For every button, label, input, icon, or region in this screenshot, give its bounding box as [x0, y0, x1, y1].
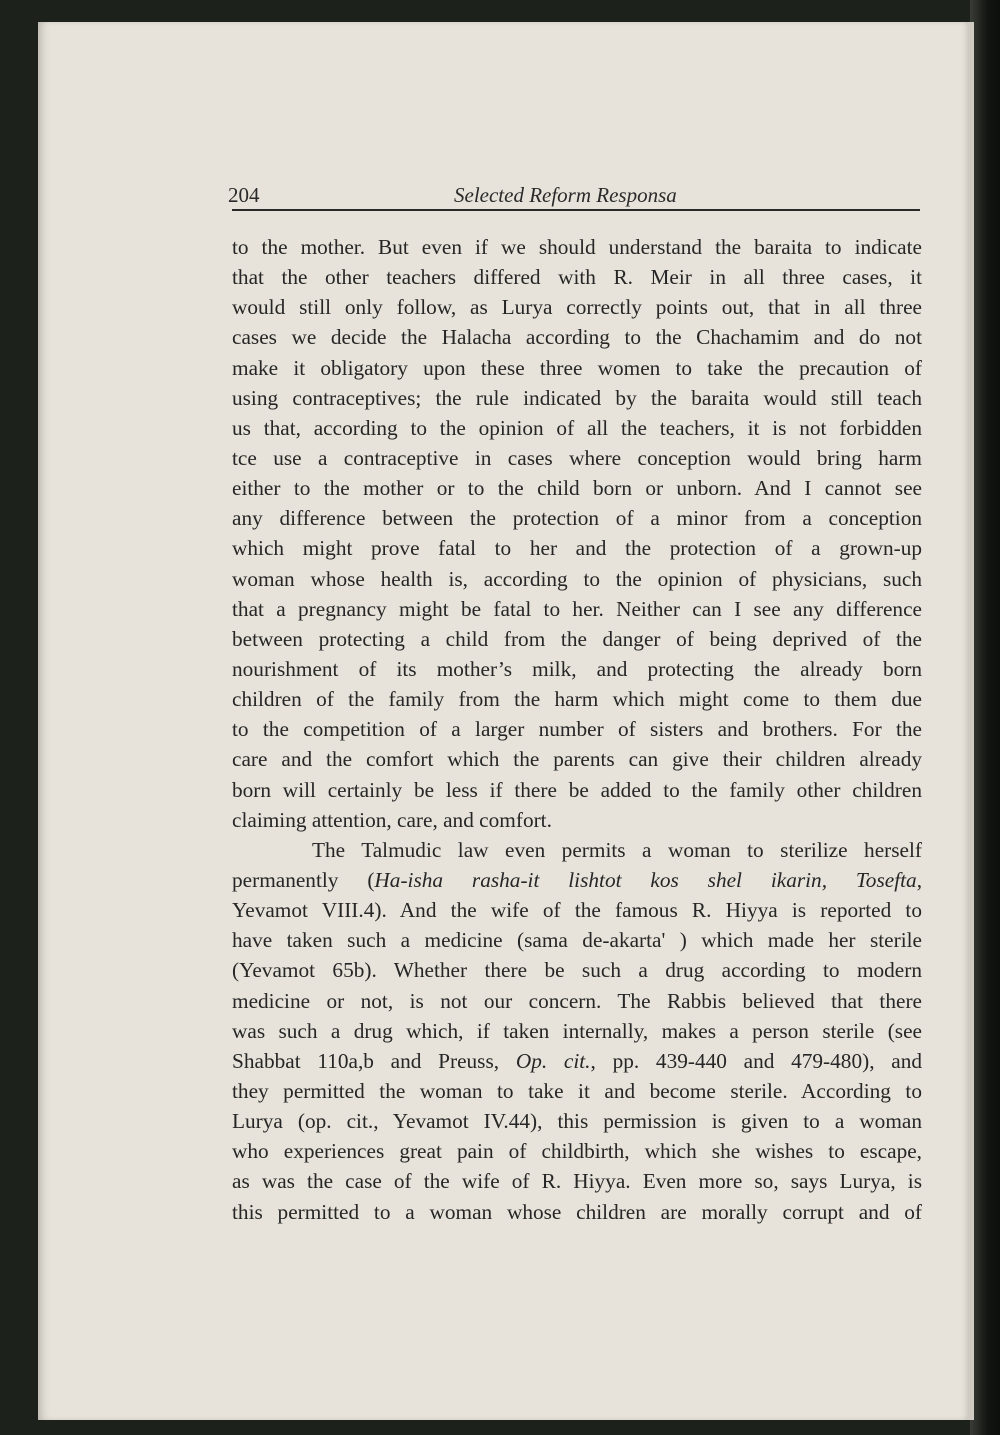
text-line	[232, 1166, 922, 1196]
text-line	[232, 925, 922, 955]
text: (Yevamot 65b). Whether there be such a drug according to modern	[232, 958, 922, 983]
text: who experiences great pain of childbirth, which she wishes to escape,	[232, 1139, 922, 1164]
text: was such a drug which, if taken internally, makes a person sterile (see	[232, 1018, 922, 1043]
text: Yevamot VIII.4). And the wife of the famous R. Hiyya is reported to	[232, 898, 922, 923]
text-line	[232, 533, 922, 563]
text: children of the family from the harm which might come to them due	[232, 687, 922, 712]
text-line	[232, 744, 922, 774]
text-line	[232, 564, 922, 594]
running-head-title: Selected Reform Responsa	[454, 183, 677, 207]
text: Shabbat 110a,b and Preuss,	[232, 1048, 516, 1073]
page-edge	[968, 22, 974, 1420]
text-line	[232, 895, 922, 925]
text: that the other teachers differed with R. Meir in all three cases, it	[232, 265, 922, 290]
text-line	[232, 473, 922, 503]
text-line	[232, 986, 922, 1016]
text: woman whose health is, according to the opinion of physicians, such	[232, 566, 922, 591]
text-line	[232, 1076, 922, 1106]
text-line	[232, 292, 922, 322]
text: ,	[916, 867, 923, 892]
text: using contraceptives; the rule indicated by the baraita would still teach	[232, 385, 922, 410]
text-line	[232, 322, 922, 352]
text: that a pregnancy might be fatal to her. Neither can I see any difference	[232, 596, 922, 621]
text-line	[232, 1136, 922, 1166]
text-line	[232, 624, 922, 654]
text-line	[232, 353, 922, 383]
text: any difference between the protection of a minor from a conception	[232, 506, 922, 531]
text-line	[232, 1046, 922, 1076]
text: nourishment of its mother’s milk, and protecting the already born	[232, 656, 922, 681]
text-line	[232, 383, 922, 413]
text: this permitted to a woman whose children are morally corrupt and of	[232, 1199, 922, 1224]
paragraph	[232, 835, 922, 1227]
text: care and the comfort which the parents can give their children already	[232, 747, 922, 772]
text: Lurya (op. cit., Yevamot IV.44), this permission is given to a woman	[232, 1109, 922, 1134]
text-line	[232, 594, 922, 624]
page-number: 204	[228, 183, 260, 207]
text: permanently (	[232, 867, 375, 892]
text-line	[232, 684, 922, 714]
text: medicine or not, is not our concern. The Rabbis believed that there	[232, 988, 922, 1013]
text: born will certainly be less if there be added to the family other children	[232, 777, 922, 802]
text: cases we decide the Halacha according to the Chachamim and do not	[232, 325, 922, 350]
text: to the competition of a larger number of sisters and brothers. For the	[232, 717, 922, 742]
paragraph	[232, 232, 922, 835]
text: The Talmudic law even permits a woman to sterilize herself	[312, 837, 922, 862]
text-line	[232, 805, 922, 835]
text-line	[232, 775, 922, 805]
text: between protecting a child from the danger of being deprived of the	[232, 626, 922, 651]
text: have taken such a medicine (sama de-akarta' ) which made her sterile	[232, 928, 922, 953]
text-line	[232, 835, 922, 865]
text-line	[232, 503, 922, 533]
text-line	[232, 1197, 922, 1227]
text-line	[232, 714, 922, 744]
text-line	[232, 1106, 922, 1136]
text: which might prove fatal to her and the protection of a grown-up	[232, 536, 922, 561]
italic-text: Ha-isha rasha-it lishtot kos shel ikarin, Tosefta	[374, 867, 917, 892]
text-line	[232, 443, 922, 473]
text-line	[232, 1016, 922, 1046]
text: tce use a contraceptive in cases where conception would bring harm	[232, 445, 922, 470]
text: to the mother. But even if we should understand the baraita to indicate	[232, 235, 922, 259]
text: would still only follow, as Lurya correctly points out, that in all three	[232, 295, 922, 320]
body-text	[232, 232, 922, 1227]
italic-text: Op. cit.	[515, 1048, 591, 1073]
text: claiming attention, care, and comfort.	[232, 807, 552, 832]
text-line	[232, 865, 922, 895]
running-header	[228, 183, 920, 211]
text-line	[232, 262, 922, 292]
text: they permitted the woman to take it and become sterile. According to	[232, 1078, 922, 1103]
text: , pp. 439-440 and 479-480), and	[590, 1048, 922, 1073]
book-spine-background	[970, 0, 1000, 1435]
text-line	[232, 955, 922, 985]
text-line	[232, 413, 922, 443]
text-line	[232, 232, 922, 262]
text-line	[232, 654, 922, 684]
text: as was the case of the wife of R. Hiyya. Even more so, says Lurya, is	[232, 1169, 922, 1194]
text: make it obligatory upon these three women to take the precaution of	[232, 355, 922, 380]
text: either to the mother or to the child born or unborn. And I cannot see	[232, 476, 922, 501]
text: us that, according to the opinion of all the teachers, it is not forbidden	[232, 415, 922, 440]
